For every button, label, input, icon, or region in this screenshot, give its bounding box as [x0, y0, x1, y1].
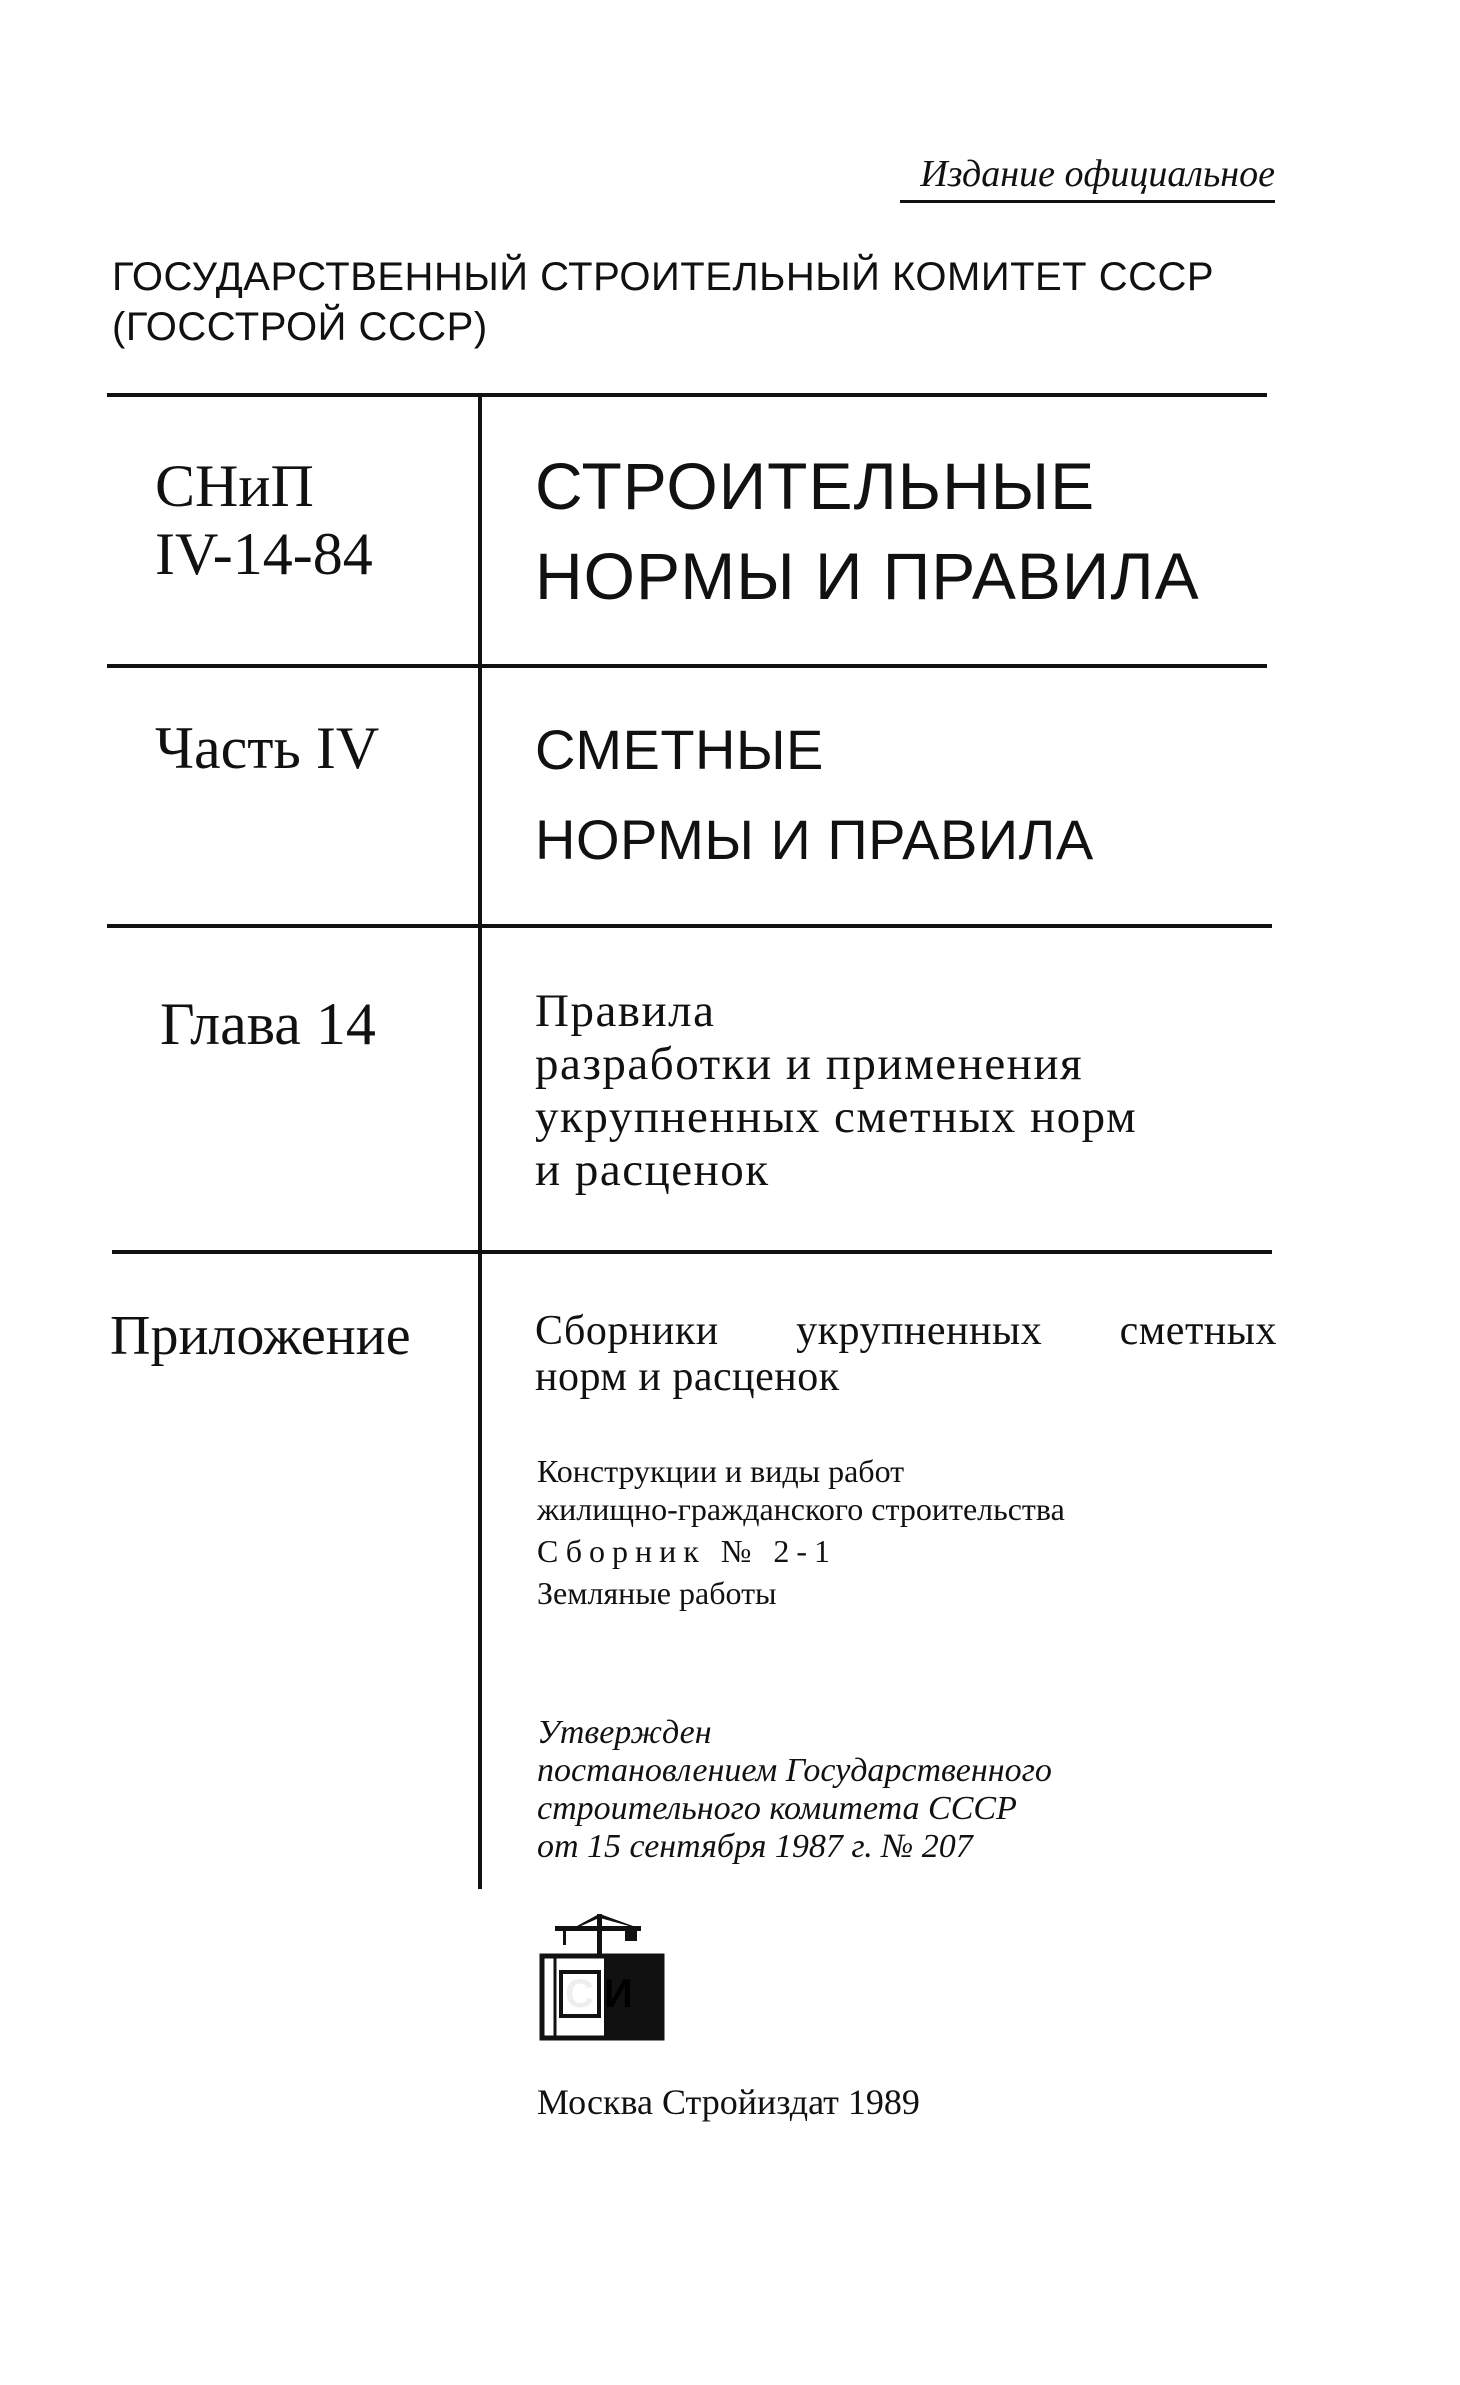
- committee-abbrev: (ГОССТРОЙ СССР): [112, 305, 488, 349]
- publisher-imprint: Москва Стройиздат 1989: [537, 2082, 920, 2122]
- chapter-title-line: Правила: [535, 985, 716, 1037]
- approval-line: строительного комитета СССР: [537, 1790, 1017, 1827]
- part-title-line1: СМЕТНЫЕ: [535, 718, 824, 781]
- snip-code: [155, 452, 373, 588]
- snip-number: IV-14-84: [155, 521, 373, 587]
- appendix-subtitle-line2: жилищно-гражданского строительства: [537, 1491, 1065, 1527]
- snip-title-line1: СТРОИТЕЛЬНЫЕ: [535, 449, 1096, 523]
- part-label: Часть IV: [155, 715, 380, 781]
- appendix-title-word: сметных: [1119, 1308, 1277, 1354]
- rule-after-part: [107, 924, 1272, 928]
- chapter-title-line: и расценок: [535, 1144, 770, 1196]
- part-title: [535, 705, 1094, 885]
- approval-line: постановлением Государственного: [537, 1752, 1052, 1789]
- appendix-label: Приложение: [110, 1305, 411, 1367]
- chapter-title-line: укрупненных сметных норм: [535, 1091, 1138, 1143]
- committee-header: [112, 252, 1312, 352]
- stroyizdat-logo-icon: [537, 1912, 667, 2042]
- committee-name: ГОСУДАРСТВЕННЫЙ СТРОИТЕЛЬНЫЙ КОМИТЕТ СССР: [112, 255, 1215, 299]
- edition-note: Издание официальное: [900, 152, 1275, 203]
- appendix-subtitle-line1: Конструкции и виды работ: [537, 1453, 905, 1489]
- chapter-label: Глава 14: [160, 991, 376, 1057]
- column-divider: [478, 397, 482, 1889]
- snip-title-line2: НОРМЫ И ПРАВИЛА: [535, 539, 1200, 613]
- approval-line: Утвержден: [537, 1714, 712, 1751]
- approval-note: [537, 1714, 1052, 1866]
- collection-number: Сборник № 2-1: [537, 1533, 837, 1569]
- rule-top: [107, 393, 1267, 397]
- appendix-title-line2: норм и расценок: [535, 1354, 840, 1400]
- rule-after-chapter: [112, 1250, 1272, 1254]
- snip-label: СНиП: [155, 453, 314, 519]
- rule-after-snip: [107, 664, 1267, 668]
- chapter-title: [535, 985, 1137, 1197]
- approval-line: от 15 сентября 1987 г. № 207: [537, 1828, 973, 1865]
- appendix-title-line1: [535, 1308, 1277, 1354]
- snip-title: [535, 441, 1200, 621]
- part-title-line2: НОРМЫ И ПРАВИЛА: [535, 808, 1094, 871]
- logo-letters: СИ: [565, 1972, 643, 2016]
- appendix-title-word: Сборники: [535, 1308, 719, 1354]
- appendix-title-word: укрупненных: [796, 1308, 1043, 1354]
- appendix-subtitle: [537, 1452, 1065, 1612]
- chapter-title-line: разработки и применения: [535, 1038, 1084, 1090]
- appendix-title: [535, 1308, 1277, 1400]
- collection-name: Земляные работы: [537, 1575, 777, 1611]
